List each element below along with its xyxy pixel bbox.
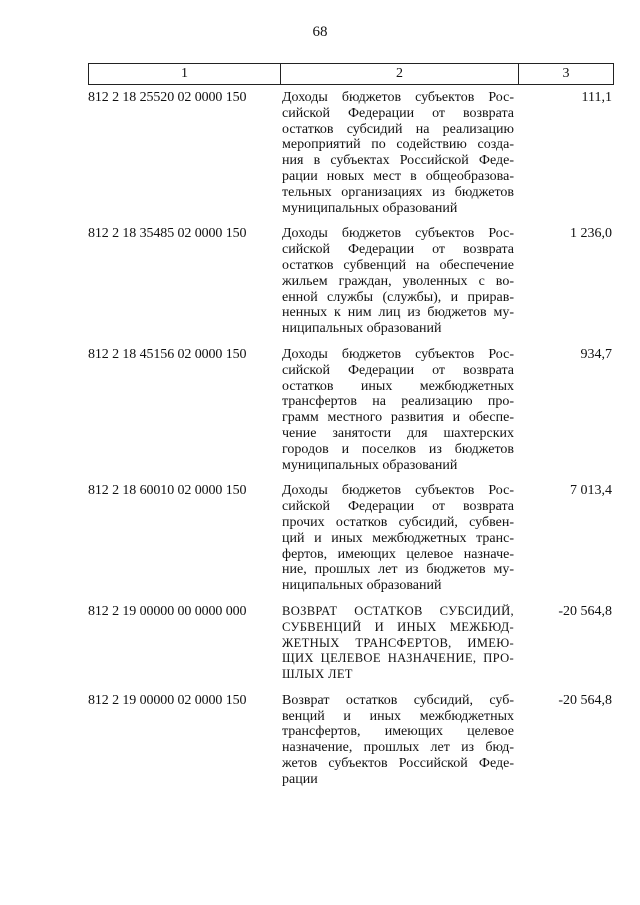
column-header-3: 3 — [562, 66, 570, 81]
amount-value: -20 564,8 — [558, 692, 612, 708]
description-line: мероприятий по содействию созда- — [282, 137, 514, 153]
description-line: чение занятости для шахтерских — [282, 425, 514, 441]
description-line: Доходы бюджетов субъектов Рос- — [282, 346, 514, 362]
description-line: ЩИХ ЦЕЛЕВОЕ НАЗНАЧЕНИЕ, ПРО- — [282, 651, 514, 666]
budget-code: 812 2 18 35485 02 0000 150 — [88, 226, 247, 242]
table-row — [88, 90, 614, 216]
revenue-description — [282, 604, 514, 683]
table-row — [88, 226, 614, 337]
description-line: сийской Федерации от возврата — [282, 105, 514, 121]
description-line: ненных к ним лиц из бюджетов му- — [282, 305, 514, 321]
column-header-2: 2 — [281, 64, 519, 84]
description-line: муниципальных образований — [282, 457, 458, 473]
amount-value: 111,1 — [581, 90, 612, 105]
budget-code: 812 2 19 00000 00 0000 000 — [88, 603, 247, 619]
description-line: ЖЕТНЫХ ТРАНСФЕРТОВ, ИМЕЮ- — [282, 635, 514, 650]
description-line: прочих остатков субсидий, субвен- — [282, 514, 514, 530]
revenue-description — [282, 483, 514, 594]
budget-code: 812 2 18 25520 02 0000 150 — [88, 90, 247, 105]
description-line: СУБВЕНЦИЙ И ИНЫХ МЕЖБЮД- — [282, 619, 514, 634]
amount-value: -20 564,8 — [558, 603, 612, 619]
revenue-description — [282, 90, 514, 216]
table-row — [88, 693, 614, 788]
description-line: ниципальных образований — [282, 321, 442, 337]
revenue-description — [282, 226, 514, 337]
table-body — [88, 90, 614, 798]
description-line: Доходы бюджетов субъектов Рос- — [282, 226, 514, 242]
description-line: Возврат остатков субсидий, суб- — [282, 692, 514, 708]
amount-value: 934,7 — [580, 346, 612, 362]
description-line: Доходы бюджетов субъектов Рос- — [282, 90, 514, 105]
description-line: остатков субвенций на обеспечение — [282, 257, 514, 273]
revenue-description — [282, 693, 514, 788]
description-line: жетов субъектов Российской Феде- — [282, 756, 514, 772]
description-line: рации — [282, 771, 318, 787]
description-line: грамм местного развития и обеспе- — [282, 410, 514, 426]
description-line: трансфертов, имеющих целевое — [282, 724, 514, 740]
budget-code: 812 2 19 00000 02 0000 150 — [88, 692, 247, 708]
table-row — [88, 604, 614, 683]
description-line: городов и поселков из бюджетов — [282, 441, 514, 457]
amount-value: 7 013,4 — [570, 483, 612, 499]
description-line: назначение, прошлых лет из бюд- — [282, 740, 514, 756]
description-line: ния в субъектах Российской Феде- — [282, 153, 514, 169]
description-line: сийской Федерации от возврата — [282, 242, 514, 258]
description-line: ВОЗВРАТ ОСТАТКОВ СУБСИДИЙ, — [282, 603, 514, 618]
description-line: ШЛЫХ ЛЕТ — [282, 667, 353, 682]
description-line: жильем граждан, уволенных с во- — [282, 273, 514, 289]
description-line: ние, прошлых лет из бюджетов му- — [282, 562, 514, 578]
amount-value: 1 236,0 — [570, 226, 612, 242]
table-header — [88, 63, 614, 85]
description-line: ций и иных межбюджетных транс- — [282, 530, 514, 546]
description-line: фертов, имеющих целевое назначе- — [282, 546, 514, 562]
description-line: тельных организациях из бюджетов — [282, 184, 514, 200]
budget-code: 812 2 18 60010 02 0000 150 — [88, 483, 247, 499]
budget-code: 812 2 18 45156 02 0000 150 — [88, 346, 247, 362]
description-line: венций и иных межбюджетных — [282, 708, 514, 724]
description-line: рации новых мест в общеобразова- — [282, 168, 514, 184]
table-row — [88, 347, 614, 473]
description-line: Доходы бюджетов субъектов Рос- — [282, 483, 514, 499]
description-line: муниципальных образований — [282, 200, 458, 216]
description-line: енной службы (службы), и прирав- — [282, 289, 514, 305]
description-line: остатков иных межбюджетных — [282, 378, 514, 394]
column-header-1: 1 — [89, 64, 281, 84]
table-row — [88, 483, 614, 594]
description-line: ниципальных образований — [282, 578, 442, 594]
description-line: сийской Федерации от возврата — [282, 499, 514, 515]
description-line: сийской Федерации от возврата — [282, 362, 514, 378]
page-number: 68 — [312, 24, 328, 40]
description-line: остатков субсидий на реализацию — [282, 121, 514, 137]
revenue-description — [282, 347, 514, 473]
description-line: трансфертов на реализацию про- — [282, 394, 514, 410]
